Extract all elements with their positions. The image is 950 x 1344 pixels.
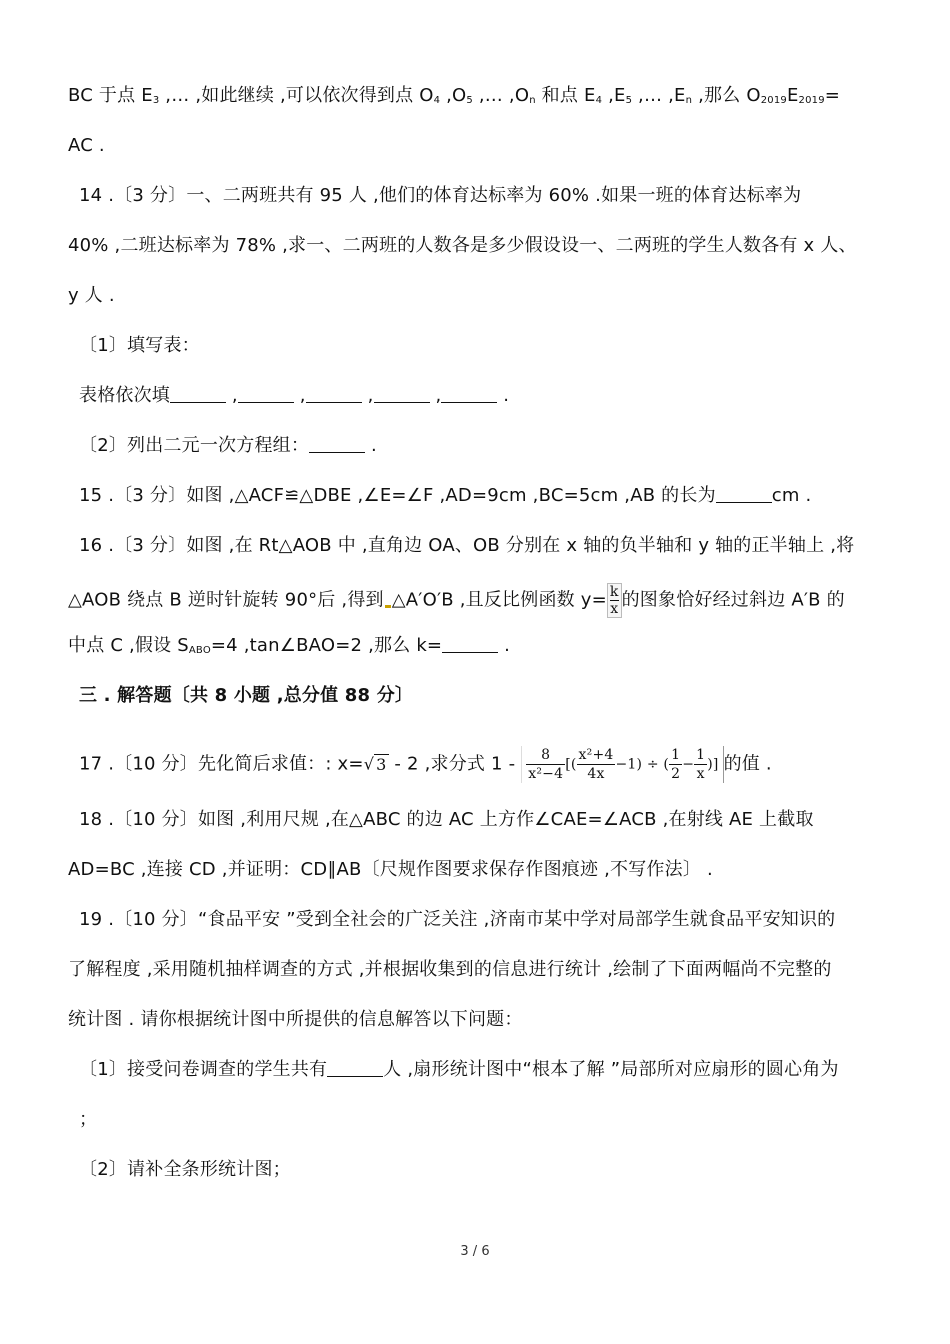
- text-line-11: [68, 583, 845, 618]
- numerator: k: [609, 584, 619, 600]
- answer-blank[interactable]: [716, 484, 772, 503]
- text: 〔1〕接受问卷调查的学生共有: [79, 1059, 328, 1080]
- subscript: 2019: [760, 95, 787, 106]
- fraction: [669, 746, 682, 783]
- text-line-8: [79, 434, 377, 458]
- text-line-12: [68, 634, 510, 663]
- question-17: [79, 746, 772, 783]
- text: E: [786, 85, 799, 106]
- question-14: 14 .〔3 分〕一、二两班共有 95 人 ,他们的体育达标率为 60% .如果一班的体育达标率为: [79, 185, 802, 206]
- sqrt-expression: √ 3: [363, 754, 387, 774]
- subscript: 4: [433, 95, 441, 106]
- text-line-16: AD=BC ,连接 CD ,并证明：CD∥AB〔尺规作图要求保存作图痕迹 ,不写作法〕 .: [68, 859, 713, 880]
- text: ,: [293, 385, 306, 406]
- answer-blank[interactable]: [170, 384, 226, 403]
- text: 和点 E: [535, 85, 596, 106]
- text: ,: [361, 385, 374, 406]
- text: 17 .〔10 分〕先化简后求值：: x=: [79, 753, 364, 775]
- fraction-expression: [521, 746, 723, 783]
- subscript: ABO: [188, 645, 211, 656]
- text-line-4: 40% ,二班达标率为 78% ,求一、二两班的人数各是多少假设设一、二两班的学生人数各有 x 人、: [68, 235, 857, 256]
- section-heading: 三 . 解答题〔共 8 小题 ,总分值 88 分〕: [79, 685, 414, 706]
- text: ,那么 O: [692, 85, 761, 106]
- text: ,O: [440, 85, 467, 106]
- text: 的图象恰好经过斜边 A′B 的: [621, 589, 845, 611]
- fraction: [577, 746, 616, 783]
- text: cm .: [771, 485, 812, 506]
- text: 中点 C ,假设 S: [68, 635, 189, 656]
- subscript: n: [685, 95, 693, 106]
- question-15: [79, 484, 811, 508]
- denominator: x: [610, 601, 619, 617]
- numerator: 8: [526, 746, 565, 765]
- text: BC 于点 E: [68, 85, 153, 106]
- fill-table-line: [79, 384, 509, 408]
- text: 的值 .: [723, 753, 772, 775]
- text: 〔2〕列出二元一次方程组：: [79, 435, 310, 456]
- text: ,… ,O: [472, 85, 530, 106]
- text: [(: [565, 756, 577, 773]
- answer-blank[interactable]: [306, 384, 362, 403]
- answer-blank[interactable]: [309, 434, 365, 453]
- denominator: 4x: [587, 766, 605, 782]
- numerator: 1: [671, 747, 681, 763]
- text: .: [497, 385, 510, 406]
- text-line-6: 〔1〕填写表：: [79, 335, 200, 356]
- question-19: 19 .〔10 分〕“食品平安 ”受到全社会的广泛关注 ,济南市某中学对局部学生就食品平安知识的: [79, 909, 836, 930]
- marker-icon: [385, 605, 391, 608]
- text-line-21: ；: [79, 1109, 98, 1130]
- denominator: 2: [671, 766, 681, 782]
- text: ,… ,E: [632, 85, 686, 106]
- subscript: 4: [595, 95, 603, 106]
- text: 15 .〔3 分〕如图 ,△ACF≌△DBE ,∠E=∠F ,AD=9cm ,BC=5cm ,AB 的长为: [79, 485, 716, 506]
- text-line-18: 了解程度 ,采用随机抽样调查的方式 ,并根据收集到的信息进行统计 ,绘制了下面两幅尚不完整的: [68, 959, 832, 980]
- text: )]: [707, 756, 719, 773]
- text: △A′O′B ,且反比例函数 y=: [391, 589, 607, 611]
- text-line-19: 统计图 . 请你根据统计图中所提供的信息解答以下问题：: [68, 1009, 523, 1030]
- question-16: 16 .〔3 分〕如图 ,在 Rt△AOB 中 ,直角边 OA、OB 分别在 x 轴的负半轴和 y 轴的正半轴上 ,将: [79, 535, 855, 556]
- answer-blank[interactable]: [442, 634, 498, 653]
- subscript: 3: [152, 95, 160, 106]
- text: ,: [226, 385, 238, 406]
- text-line-2: AC .: [68, 135, 105, 156]
- subscript: n: [529, 95, 536, 106]
- subscript: 5: [466, 95, 473, 106]
- question-18: 18 .〔10 分〕如图 ,利用尺规 ,在△ABC 的边 AC 上方作∠CAE=∠ACB ,在射线 AE 上截取: [79, 809, 814, 830]
- text: =4 ,tan∠BAO=2 ,那么 k=: [210, 635, 443, 656]
- text: 人 ,扇形统计图中“根本了解 ”局部所对应扇形的圆心角为: [383, 1059, 839, 1080]
- answer-blank[interactable]: [441, 384, 497, 403]
- fraction-k-over-x: [607, 583, 622, 618]
- text: - 2 ,求分式 1 -: [388, 753, 516, 775]
- denominator: x²−4: [528, 766, 564, 782]
- fraction: [526, 746, 565, 783]
- text: =: [824, 85, 841, 106]
- subscript: 2019: [798, 95, 825, 106]
- text: 表格依次填: [79, 385, 170, 406]
- answer-blank[interactable]: [238, 384, 294, 403]
- text: .: [498, 635, 511, 656]
- denominator: x: [696, 766, 705, 782]
- text: ,E: [602, 85, 626, 106]
- numerator: 1: [696, 747, 706, 763]
- text: −: [682, 756, 695, 773]
- radicand: 3: [376, 754, 387, 774]
- answer-blank[interactable]: [327, 1058, 383, 1077]
- answer-blank[interactable]: [374, 384, 430, 403]
- text-line-20: [79, 1058, 839, 1082]
- text: .: [365, 435, 377, 456]
- text: ,… ,如此继续 ,可以依次得到点 O: [159, 85, 434, 106]
- text-line-1: [68, 84, 840, 113]
- page-number: 3 / 6: [460, 1244, 490, 1259]
- text-line-22: 〔2〕请补全条形统计图；: [79, 1159, 291, 1180]
- text: ,: [429, 385, 442, 406]
- subscript: 5: [625, 95, 633, 106]
- fraction: [694, 746, 707, 783]
- text-line-5: y 人 .: [68, 285, 115, 306]
- text: △AOB 绕点 B 逆时针旋转 90°后 ,得到: [68, 589, 384, 611]
- numerator: x²+4: [578, 747, 614, 763]
- text: −1) ÷ (: [615, 756, 670, 773]
